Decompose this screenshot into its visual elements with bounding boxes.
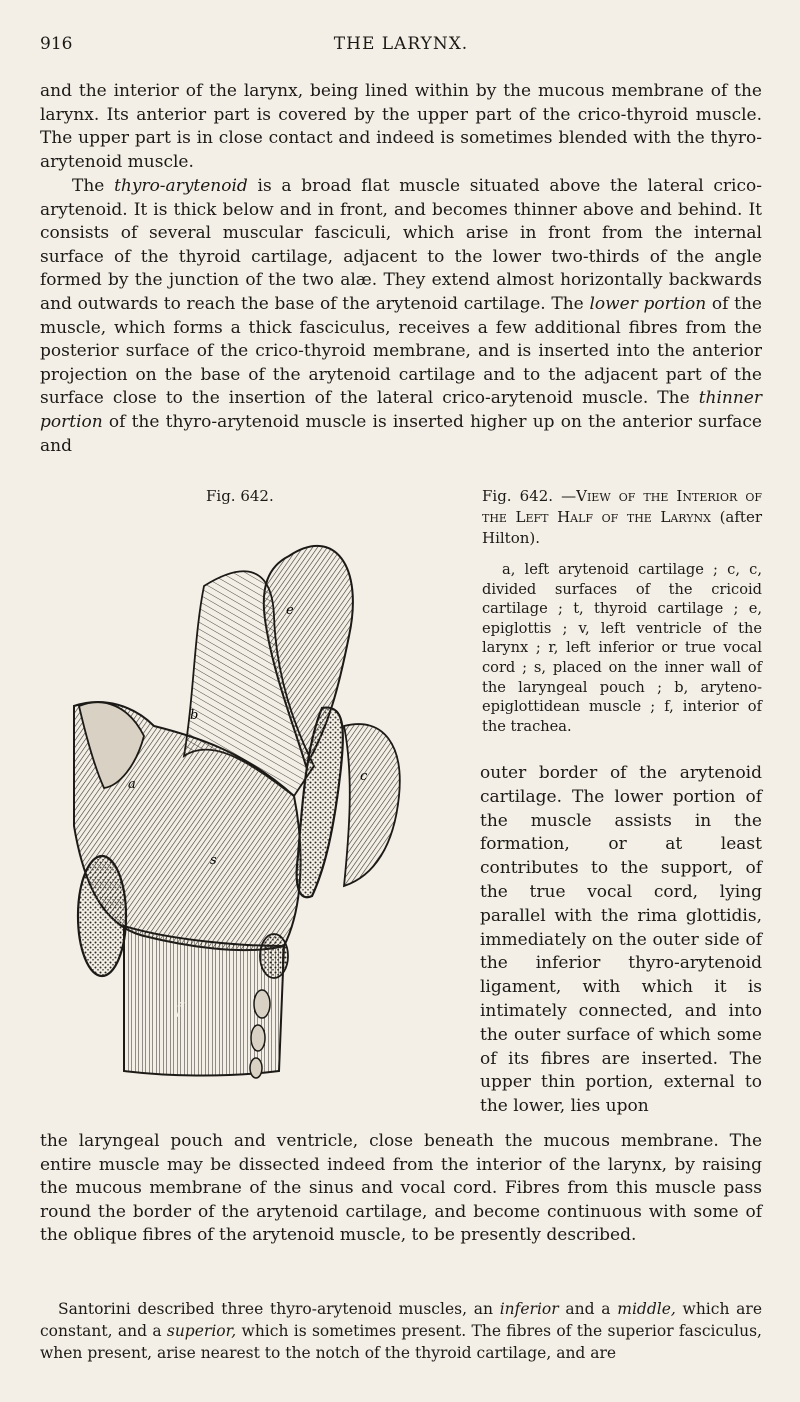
cricoid-section-left — [78, 856, 126, 976]
text-run: of the thyro-arytenoid muscle is inserted higher up on the anterior surface and — [40, 411, 762, 456]
page-number: 916 — [40, 34, 73, 54]
page-header — [40, 34, 762, 58]
text-run: and a — [558, 1300, 618, 1318]
paragraph-santorini — [40, 1298, 762, 1364]
paragraph-thyro-arytenoid — [40, 175, 762, 458]
letter-s: s — [210, 853, 217, 868]
letter-b: b — [190, 708, 199, 723]
italic-term: middle, — [617, 1300, 676, 1318]
figure-caption — [482, 486, 762, 549]
italic-term: thinner portion — [40, 388, 762, 432]
paragraph-laryngeal-pouch: the laryngeal pouch and ventricle, close beneath the mucous membrane. The entire muscle may be dissected indeed from the interior of the larynx, by raising the mucous membrane of the sinus and vocal cord. Fibres from this muscle pass round the border of the arytenoid cartilage, and become continuous with some of the oblique fibres of the arytenoid muscle, to be presently described. — [40, 1131, 762, 1246]
letter-f: f — [176, 999, 182, 1018]
figure-label: Fig. 642. — [206, 487, 274, 505]
paragraph-beside-figure: outer border of the arytenoid cartilage. The lower portion of the muscle assists in the formation, or at least contributes to the support, of the true vocal cord, lying parallel with the rima glottidis, immediately on the outer side of the inferior thyro-arytenoid ligament, with which it is intimately connected, and into the outer surface of which some of its fibres are inserted. The upper thin portion, external to the lower, lies upon — [480, 763, 762, 1117]
tracheal-ring — [260, 934, 288, 978]
italic-term: inferior — [499, 1300, 559, 1318]
italic-term: superior, — [166, 1322, 237, 1340]
laryngeal-pouch-shape — [344, 724, 400, 886]
italic-term: thyro-arytenoid — [114, 176, 248, 196]
caption-source: (after Hilton). — [482, 508, 762, 547]
tracheal-ring — [254, 990, 270, 1018]
figure-legend: a, left arytenoid cartilage ; c, c, divided surfaces of the cricoid cartilage ; t, thyroid cartilage ; e, epiglottis ; v, left ventricle of the larynx ; r, left inferior or true vocal cord ; s, placed on the inner wall of the laryngeal pouch ; b, aryteno-epiglottidean muscle ; f, interior of the trachea. — [482, 561, 762, 735]
tracheal-ring — [250, 1058, 262, 1078]
text-run: of the muscle, which forms a thick fasciculus, receives a few additional fibres from the posterior surface of the crico-thyroid membrane, and is inserted into the anterior projection on the base of the arytenoid cartilage and to the adjacent part of the surface close to the insertion of the lateral crico-arytenoid muscle. The — [40, 293, 762, 409]
text-run: The — [72, 176, 115, 196]
text-run: which is sometimes present. The fibres of the superior fasciculus, when present, arise nearest to the notch of the thyroid cartilage, and are — [40, 1322, 762, 1362]
running-title: THE LARYNX. — [333, 34, 469, 54]
larynx-illustration — [44, 526, 404, 1086]
caption-title: View of the Interior of the Left Half of the Larynx — [482, 487, 762, 526]
paragraph-1: and the interior of the larynx, being lined within by the mucous membrane of the larynx. Its anterior part is covered by the upper part of the crico-thyroid muscle. The upper part is in close contact and indeed is sometimes blended with the thyro-arytenoid muscle. — [40, 81, 762, 172]
text-run: which are constant, and a — [40, 1300, 762, 1340]
letter-c: c — [360, 769, 368, 784]
text-run: Santorini described three thyro-arytenoid muscles, an — [58, 1300, 500, 1318]
text-run: is a broad flat muscle situated above the lateral crico-arytenoid. It is thick below and in front, and becomes thinner above and behind. It consists of several muscular fasciculi, which arise in front from the internal surface of the thyroid cartilage, adjacent to the lower two-thirds of the angle formed by the junction of the two alæ. They extend almost horizontally backwards and outwards to reach the base of the arytenoid cartilage. The — [40, 176, 762, 314]
caption-number: Fig. 642. — — [482, 487, 577, 505]
letter-a: a — [128, 777, 136, 792]
letter-e: e — [286, 603, 294, 618]
tracheal-ring — [251, 1025, 265, 1051]
italic-term: lower portion — [589, 293, 707, 314]
